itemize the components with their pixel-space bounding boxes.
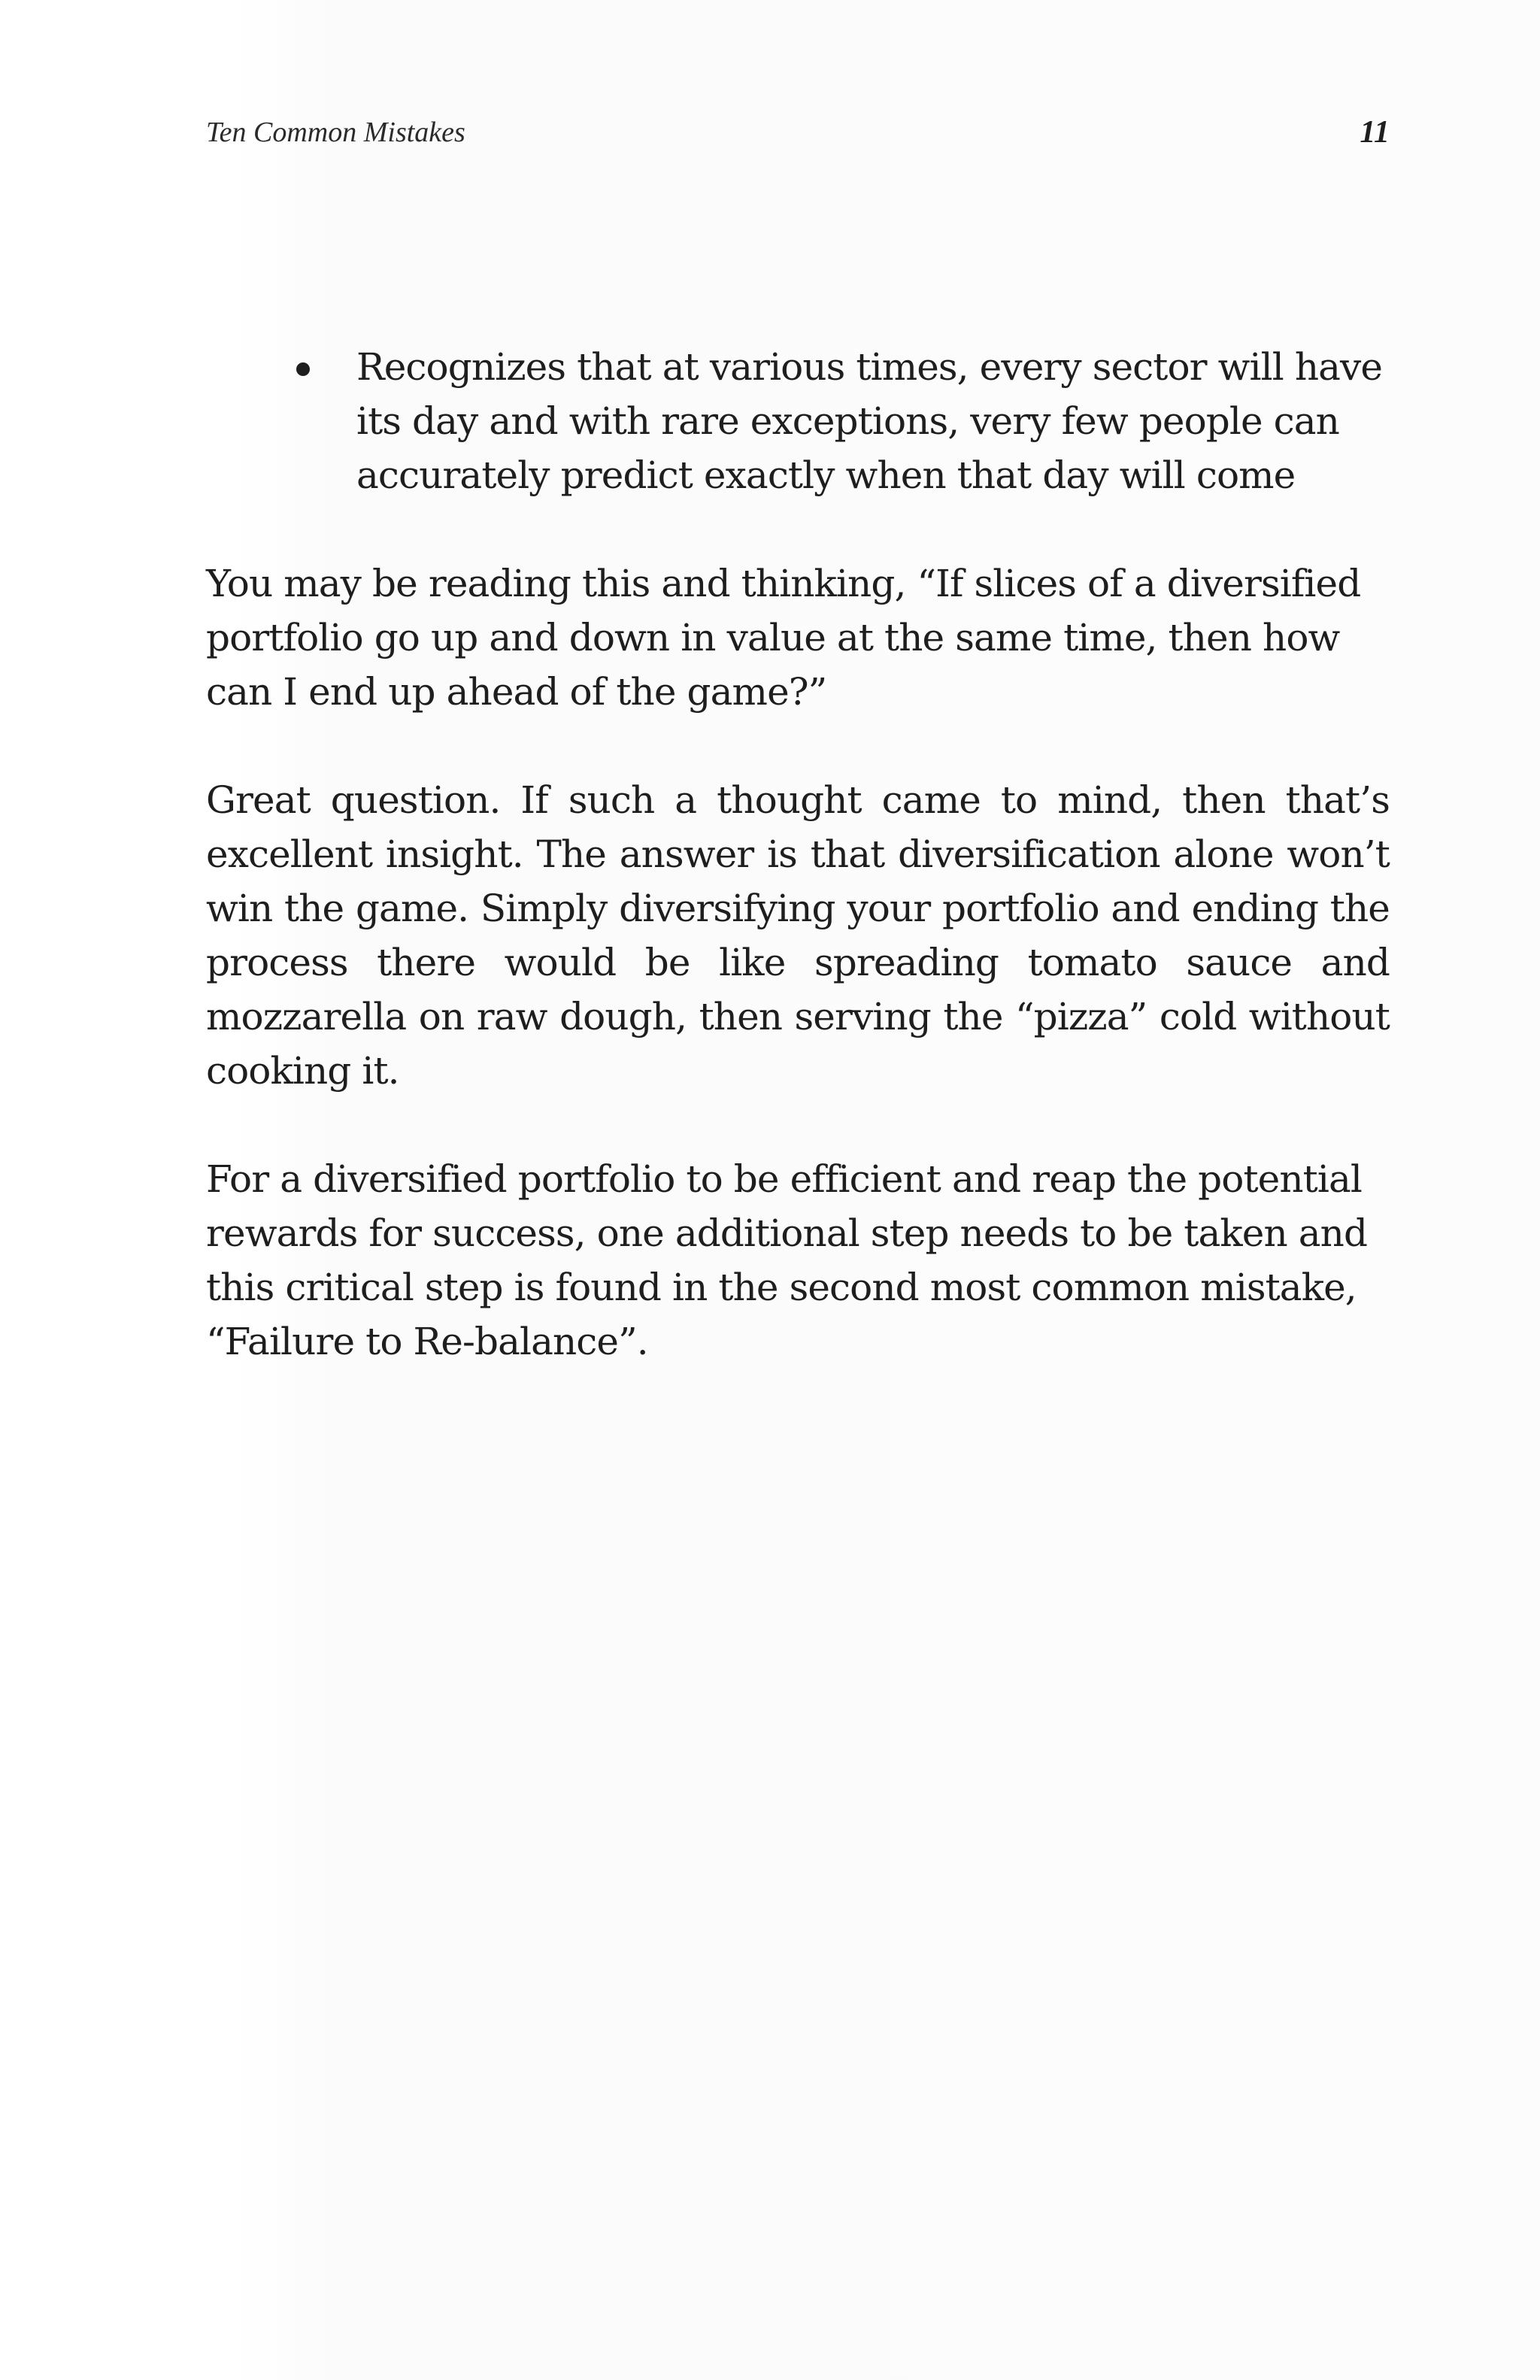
- bullet-list-item: [356, 340, 1390, 502]
- body-text: [206, 340, 1390, 1423]
- page-number: 11: [1360, 115, 1390, 150]
- paragraph-2: Great question. If such a thought came to mind, then that’s excellent insight. The answer is that diversification alone won’t win the game. Simply diversifying your portfolio and ending the process there would be like spreading tomato sauce and mozzarella on raw dough, then serving the “pizza” cold without cooking it.: [206, 778, 1390, 1093]
- running-title: Ten Common Mistakes: [206, 117, 465, 148]
- running-header: [206, 111, 1390, 153]
- bullet-text: Recognizes that at various times, every sector will have its day and with rare exceptions, very few people can accurately predict exactly when that day will come: [356, 345, 1383, 497]
- paragraph-3: For a diversified portfolio to be efficient and reap the potential rewards for success, one additional step needs to be taken and this critical step is found in the second most common mistake, “Failure to Re-balance”.: [206, 1157, 1368, 1363]
- paragraph-1: You may be reading this and thinking, “If slices of a diversified portfolio go up and down in value at the same time, then how can I end up ahead of the game?”: [206, 562, 1361, 714]
- bullet-icon: [296, 362, 310, 376]
